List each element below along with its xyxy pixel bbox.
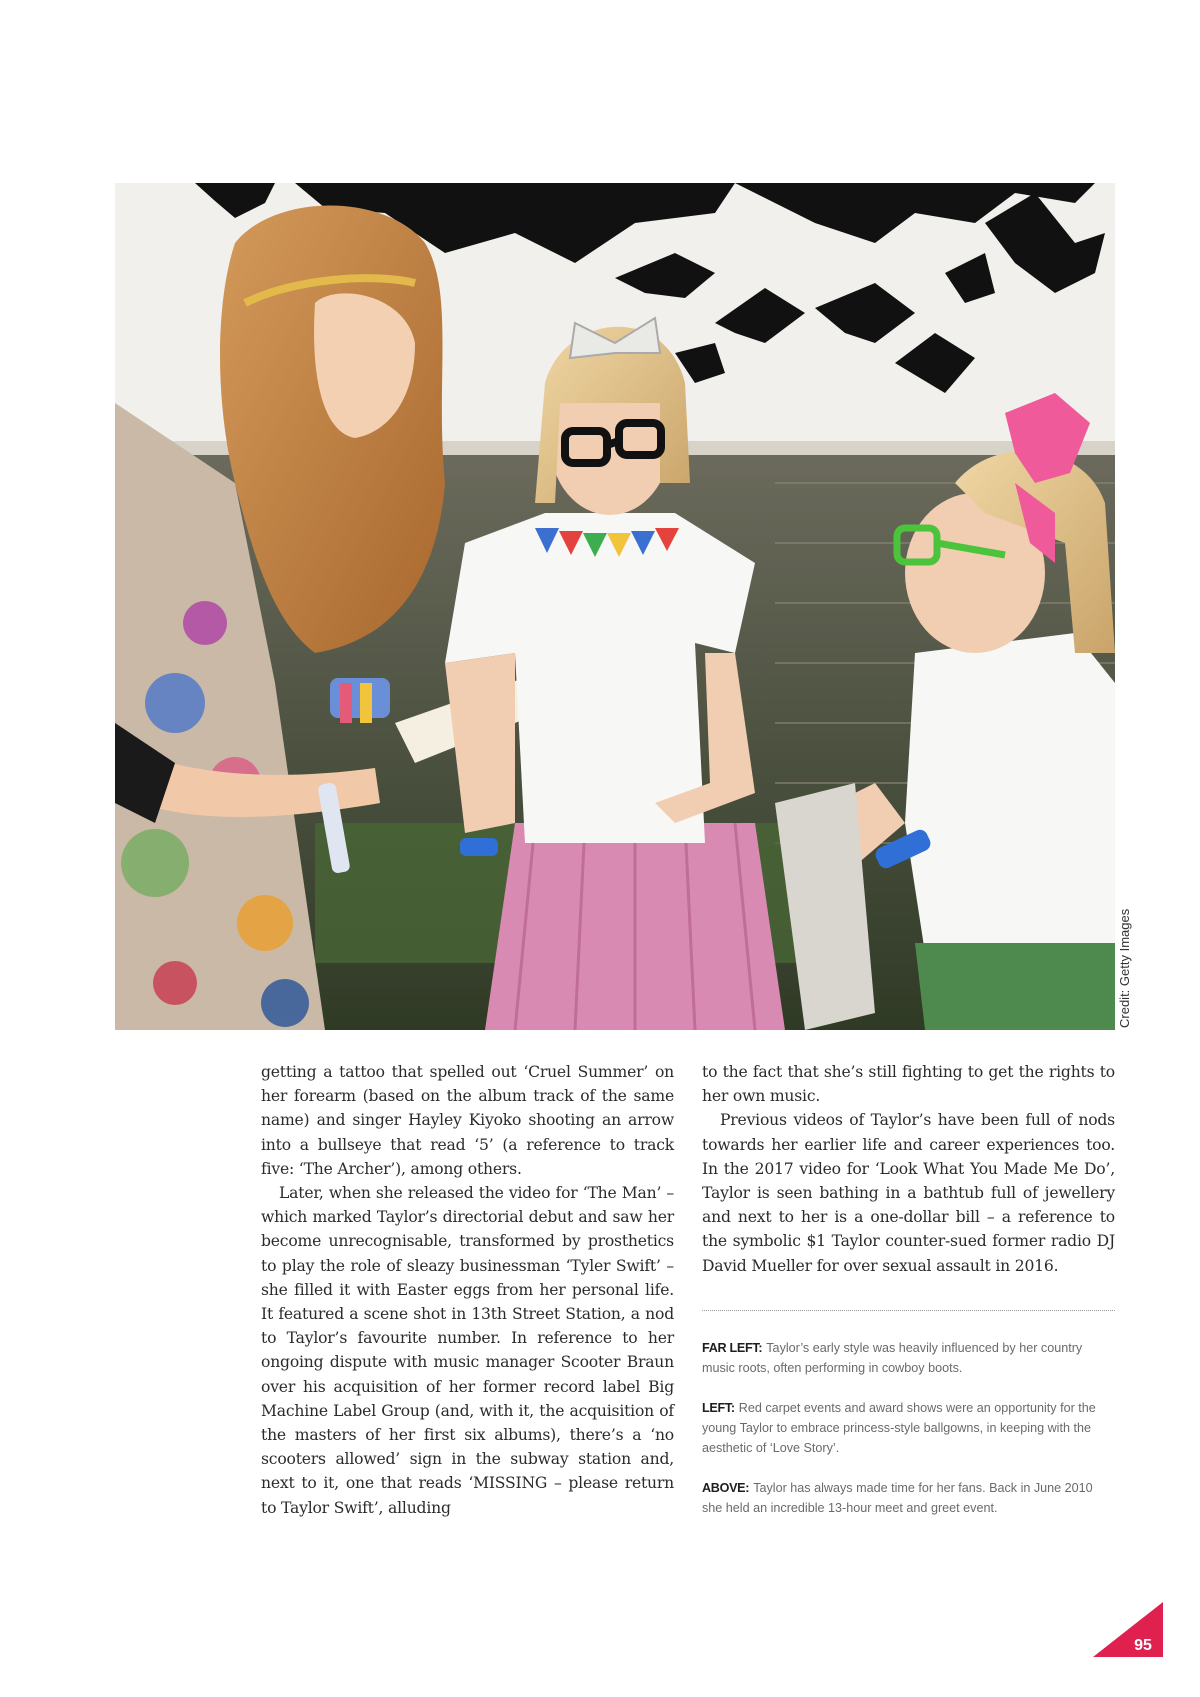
photo-captions [702, 1338, 1115, 1538]
caption-text: Taylor has always made time for her fans. Back in June 2010 she held an incredible 13-hour meet and greet event. [702, 1481, 1093, 1515]
page-number: 95 [1134, 1637, 1152, 1654]
photo-credit: Credit: Getty Images [1117, 908, 1132, 1028]
article-paragraph: getting a tattoo that spelled out ‘Cruel Summer’ on her forearm (based on the album track of the same name) and singer Hayley Kiyoko shooting an arrow into a bullseye that read ‘5’ (a reference to track five: ‘The Archer’), among others. [261, 1063, 674, 1178]
caption-label: FAR LEFT: [702, 1341, 763, 1355]
article-paragraph: Previous videos of Taylor’s have been full of nods towards her earlier life and career experiences too. In the 2017 video for ‘Look What You Made Me Do’, Taylor is seen bathing in a bathtub full of jewellery and next to her is a one-dollar bill – a reference to the symbolic $1 Taylor counter-sued former radio DJ David Mueller for over sexual assault in 2016. [702, 1111, 1115, 1275]
article-photo [115, 183, 1115, 1030]
caption-label: ABOVE: [702, 1481, 750, 1495]
article-paragraph: Later, when she released the video for ‘The Man’ – which marked Taylor’s directorial debut and saw her become unrecognisable, transformed by prosthetics to play the role of sleazy businessman ‘Tyler Swift’ – she filled it with Easter eggs from her personal life. It featured a scene shot in 13th Street Station, a nod to Taylor’s favourite number. In reference to her ongoing dispute with music manager Scooter Braun over his acquisition of her former record label Big Machine Label Group (and, with it, the acquisition of the masters of her first six albums), there’s a ‘no scooters allowed’ sign in the subway station and, next to it, one that reads ‘MISSING – please return to Taylor Swift’, alluding [261, 1184, 674, 1517]
caption-text: Red carpet events and award shows were an opportunity for the young Taylor to embrace princess-style ballgowns, in keeping with the aesthetic of ‘Love Story’. [702, 1401, 1096, 1455]
caption-left [702, 1398, 1115, 1458]
caption-far-left [702, 1338, 1115, 1378]
photo-illustration [115, 183, 1115, 1030]
article-paragraph: to the fact that she’s still fighting to get the rights to her own music. [702, 1063, 1115, 1106]
article-column-right [702, 1060, 1115, 1278]
article-column-left [261, 1060, 674, 1520]
caption-divider [702, 1310, 1115, 1311]
caption-text: Taylor’s early style was heavily influenced by her country music roots, often performing in cowboy boots. [702, 1341, 1083, 1375]
caption-above [702, 1478, 1115, 1518]
caption-label: LEFT: [702, 1401, 735, 1415]
